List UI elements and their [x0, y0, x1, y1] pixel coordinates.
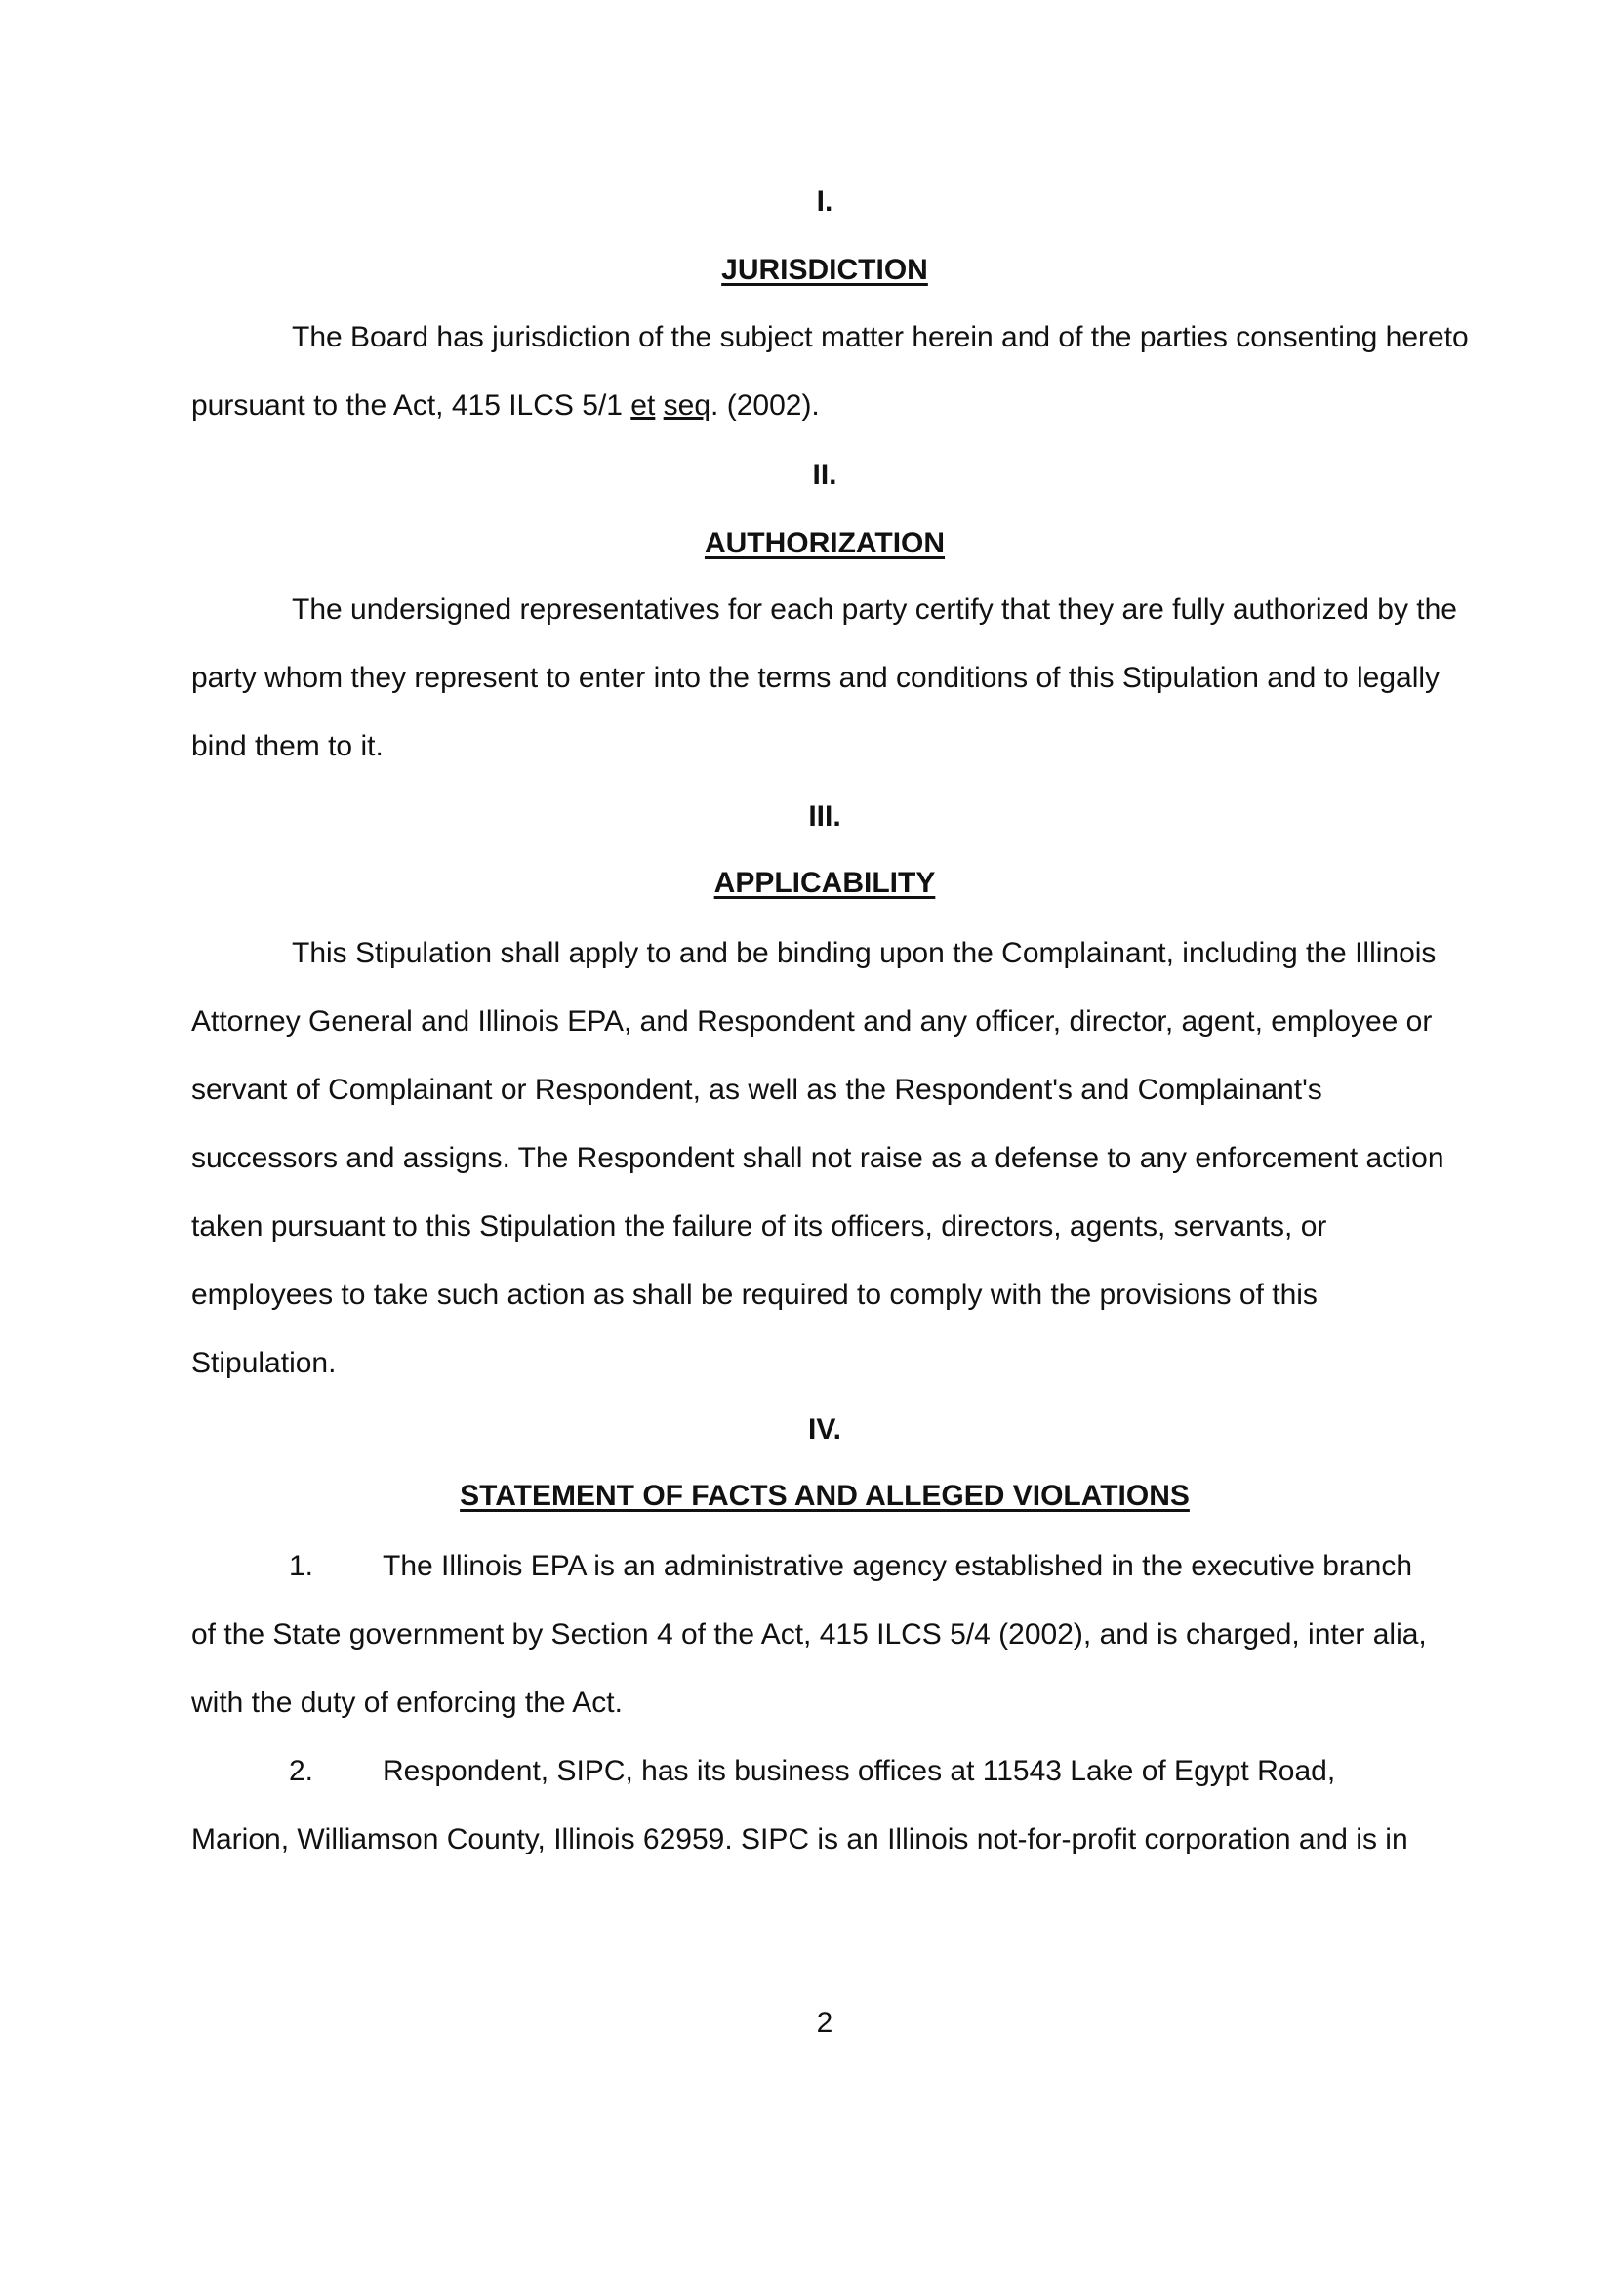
section-3-number: III.: [808, 800, 841, 833]
section-2-paragraph: The undersigned representatives for each party certify that they are fully authorized by the party whom they represent to enter into the terms and conditions of this Stipulation and to legally bind them to it.: [191, 593, 1457, 762]
numbered-paragraph-2: 2. Respondent, SIPC, has its business offices at 11543 Lake of Egypt Road, Marion, Williamson County, Illinois 62959. SIPC is an Illinois not-for-profit corporation and is in: [191, 1737, 1470, 1874]
section-3-paragraph: This Stipulation shall apply to and be binding upon the Complainant, including the Illinois Attorney General and Illinois EPA, and Respondent and any officer, director, agent, employee or servant of Complainant or Respondent, as well as the Respondent's and Complainant's successors and assigns. The Respondent shall not raise as a defense to any enforcement action taken pursuant to this Stipulation the failure of its officers, directors, agents, servants, or employees to take such action as shall be required to comply with the provisions of this Stipulation.: [191, 937, 1444, 1379]
section-1-title: JURISDICTION: [721, 254, 928, 286]
page-number: 2: [816, 2007, 833, 2039]
section-2-number: II.: [812, 459, 837, 491]
numbered-paragraph-1: 1. The Illinois EPA is an administrative agency established in the executive branch of the State government by Section 4 of the Act, 415 ILCS 5/4 (2002), and is charged, inter alia, with the duty of enforcing the Act.: [191, 1532, 1470, 1737]
paragraph-number: 1.: [289, 1550, 314, 1582]
section-1-number: I.: [816, 185, 833, 218]
section-4-title: STATEMENT OF FACTS AND ALLEGED VIOLATIONS: [460, 1480, 1190, 1512]
paragraph-number: 2.: [289, 1755, 314, 1787]
section-4-number: IV.: [808, 1413, 841, 1446]
section-2-title: AUTHORIZATION: [704, 527, 946, 559]
section-3-title: APPLICABILITY: [713, 867, 936, 899]
section-1-paragraph: The Board has jurisdiction of the subject matter herein and of the parties consenting hereto pursuant to the Act, 415 ILCS 5/1 et seq. (2002).: [191, 321, 1469, 422]
